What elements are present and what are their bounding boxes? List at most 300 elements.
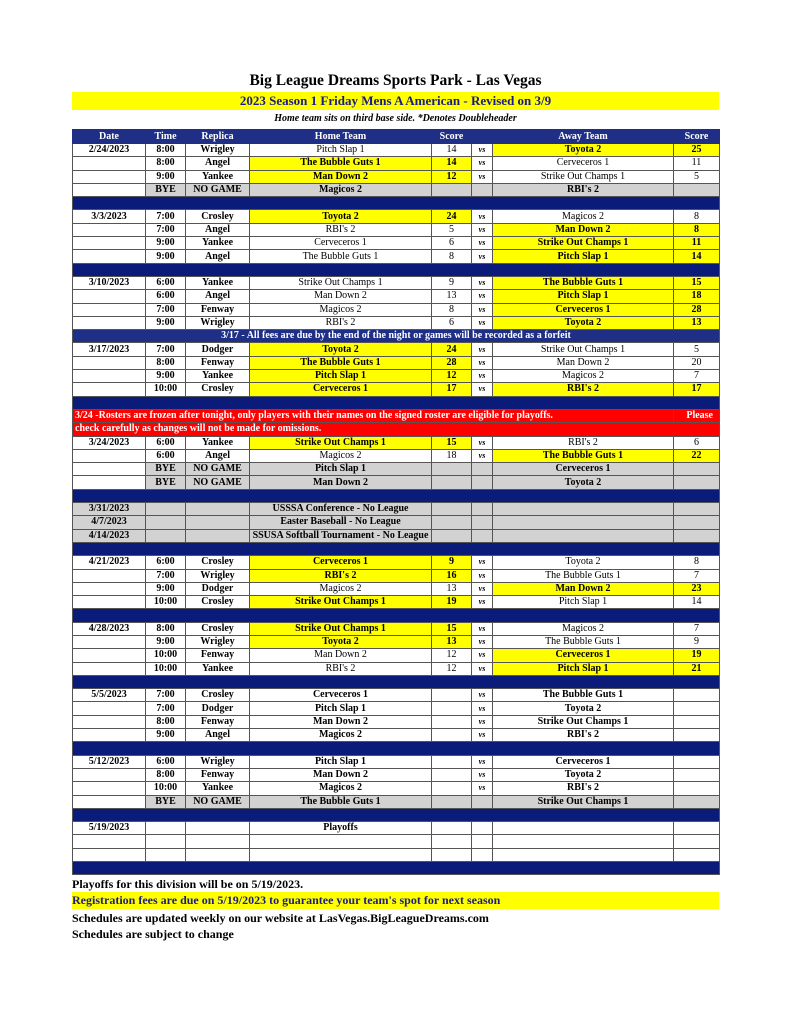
separator-cell	[73, 808, 720, 821]
time-cell: 7:00	[146, 702, 186, 715]
separator-cell	[73, 263, 720, 276]
game-row	[73, 622, 720, 635]
date-cell: 5/12/2023	[73, 755, 146, 768]
vs-cell: vs	[472, 689, 493, 702]
date-cell	[73, 157, 146, 170]
vs-cell: vs	[472, 157, 493, 170]
vs-cell: vs	[472, 729, 493, 742]
replica-cell: Fenway	[186, 715, 250, 728]
away-team-cell: Pitch Slap 1	[493, 250, 674, 263]
vs-cell: vs	[472, 290, 493, 303]
header-away-score: Score	[674, 130, 720, 144]
game-row	[73, 383, 720, 396]
change-note: Schedules are subject to change	[72, 927, 234, 941]
home-team-cell: The Bubble Guts 1	[250, 356, 432, 369]
game-row	[73, 649, 720, 662]
away-team-cell: Magicos 2	[493, 370, 674, 383]
away-score-cell: 5	[674, 343, 720, 356]
away-score-cell	[674, 503, 720, 516]
roster-notice: 3/24 -Rosters are frozen after tonight, only players with their names on the signed roster are eligible for playoffs.	[73, 409, 674, 422]
home-team-cell: Man Down 2	[250, 715, 432, 728]
vs-cell: vs	[472, 715, 493, 728]
roster-notice-tail: Please	[674, 409, 720, 422]
vs-cell: vs	[472, 702, 493, 715]
registration-note: Registration fees are due on 5/19/2023 to guarantee your team's spot for next season	[72, 892, 719, 909]
home-team-cell: Man Down 2	[250, 476, 432, 489]
home-score-cell: 13	[432, 635, 472, 648]
vs-cell: vs	[472, 569, 493, 582]
away-team-cell: Cerveceros 1	[493, 463, 674, 476]
away-score-cell: 7	[674, 569, 720, 582]
away-team-cell: Toyota 2	[493, 556, 674, 569]
replica-cell: Yankee	[186, 370, 250, 383]
game-row	[73, 250, 720, 263]
time-cell: BYE	[146, 476, 186, 489]
time-cell: 6:00	[146, 449, 186, 462]
vs-cell	[472, 795, 493, 808]
replica-cell: NO GAME	[186, 183, 250, 196]
home-team-cell: USSSA Conference - No League	[250, 503, 432, 516]
away-score-cell	[674, 529, 720, 542]
time-cell: 7:00	[146, 223, 186, 236]
home-score-cell	[432, 689, 472, 702]
separator-cell	[73, 197, 720, 210]
replica-cell: Angel	[186, 449, 250, 462]
replica-cell: Yankee	[186, 170, 250, 183]
home-score-cell	[432, 702, 472, 715]
game-row	[73, 702, 720, 715]
time-cell	[146, 516, 186, 529]
away-score-cell	[674, 755, 720, 768]
date-cell	[73, 635, 146, 648]
away-team-cell	[493, 516, 674, 529]
home-team-cell: Pitch Slap 1	[250, 144, 432, 157]
game-row	[73, 569, 720, 582]
time-cell: 8:00	[146, 157, 186, 170]
empty-cell	[186, 835, 250, 848]
away-team-cell: Pitch Slap 1	[493, 596, 674, 609]
replica-cell: Crosley	[186, 622, 250, 635]
separator-cell	[73, 489, 720, 502]
home-team-cell: Magicos 2	[250, 729, 432, 742]
away-score-cell: 13	[674, 316, 720, 329]
away-team-cell: RBI's 2	[493, 729, 674, 742]
home-team-cell: Toyota 2	[250, 343, 432, 356]
home-score-cell: 24	[432, 210, 472, 223]
empty-cell	[250, 848, 432, 861]
date-cell	[73, 782, 146, 795]
empty-cell	[146, 835, 186, 848]
header-vs	[472, 130, 493, 144]
date-cell: 3/17/2023	[73, 343, 146, 356]
away-score-cell: 15	[674, 276, 720, 289]
week-separator	[73, 609, 720, 622]
date-cell	[73, 223, 146, 236]
game-row	[73, 822, 720, 835]
vs-cell: vs	[472, 316, 493, 329]
away-team-cell: Man Down 2	[493, 582, 674, 595]
empty-cell	[432, 835, 472, 848]
time-cell	[146, 529, 186, 542]
home-team-cell: RBI's 2	[250, 223, 432, 236]
game-row	[73, 689, 720, 702]
home-score-cell: 5	[432, 223, 472, 236]
vs-cell: vs	[472, 383, 493, 396]
away-score-cell: 5	[674, 170, 720, 183]
replica-cell: Dodger	[186, 582, 250, 595]
away-score-cell: 7	[674, 622, 720, 635]
game-row	[73, 303, 720, 316]
replica-cell: Yankee	[186, 782, 250, 795]
date-cell	[73, 768, 146, 781]
away-score-cell: 11	[674, 237, 720, 250]
away-score-cell: 20	[674, 356, 720, 369]
home-score-cell	[432, 755, 472, 768]
week-separator	[73, 675, 720, 688]
away-score-cell: 14	[674, 596, 720, 609]
date-cell	[73, 795, 146, 808]
date-cell	[73, 170, 146, 183]
home-score-cell	[432, 516, 472, 529]
vs-cell: vs	[472, 223, 493, 236]
game-row	[73, 715, 720, 728]
away-score-cell: 18	[674, 290, 720, 303]
away-team-cell: Strike Out Champs 1	[493, 715, 674, 728]
home-score-cell: 14	[432, 157, 472, 170]
away-team-cell: Man Down 2	[493, 356, 674, 369]
time-cell: 10:00	[146, 662, 186, 675]
vs-cell: vs	[472, 596, 493, 609]
time-cell: 7:00	[146, 689, 186, 702]
home-score-cell: 12	[432, 170, 472, 183]
time-cell: 9:00	[146, 250, 186, 263]
away-team-cell: The Bubble Guts 1	[493, 635, 674, 648]
home-score-cell: 8	[432, 303, 472, 316]
away-team-cell: Cerveceros 1	[493, 755, 674, 768]
time-cell: 6:00	[146, 436, 186, 449]
home-score-cell: 9	[432, 556, 472, 569]
time-cell: 8:00	[146, 715, 186, 728]
replica-cell: Crosley	[186, 210, 250, 223]
vs-cell	[472, 529, 493, 542]
away-team-cell: RBI's 2	[493, 782, 674, 795]
away-team-cell: Toyota 2	[493, 702, 674, 715]
replica-cell	[186, 503, 250, 516]
game-row	[73, 662, 720, 675]
vs-cell	[472, 503, 493, 516]
vs-cell	[472, 822, 493, 835]
home-team-cell: Man Down 2	[250, 170, 432, 183]
game-row	[73, 503, 720, 516]
away-score-cell: 17	[674, 383, 720, 396]
game-row	[73, 449, 720, 462]
time-cell: 8:00	[146, 768, 186, 781]
away-score-cell	[674, 715, 720, 728]
empty-cell	[674, 835, 720, 848]
website-note: Schedules are updated weekly on our website at LasVegas.BigLeagueDreams.com	[72, 911, 489, 925]
home-score-cell	[432, 768, 472, 781]
date-cell: 3/10/2023	[73, 276, 146, 289]
home-score-cell: 12	[432, 370, 472, 383]
game-row	[73, 729, 720, 742]
time-cell: 6:00	[146, 290, 186, 303]
home-team-cell: Pitch Slap 1	[250, 755, 432, 768]
vs-cell: vs	[472, 237, 493, 250]
replica-cell: Wrigley	[186, 316, 250, 329]
home-score-cell: 13	[432, 582, 472, 595]
week-separator	[73, 862, 720, 875]
playoffs-note: Playoffs for this division will be on 5/19/2023.	[72, 877, 304, 891]
home-score-cell	[432, 729, 472, 742]
roster-notice-continued: check carefully as changes will not be made for omissions.	[73, 423, 720, 436]
away-team-cell: Toyota 2	[493, 768, 674, 781]
week-separator	[73, 808, 720, 821]
time-cell: 9:00	[146, 237, 186, 250]
away-team-cell: The Bubble Guts 1	[493, 449, 674, 462]
home-score-cell	[432, 795, 472, 808]
empty-cell	[73, 835, 146, 848]
game-row	[73, 356, 720, 369]
away-score-cell: 14	[674, 250, 720, 263]
home-team-cell: Magicos 2	[250, 582, 432, 595]
away-score-cell: 28	[674, 303, 720, 316]
week-separator	[73, 489, 720, 502]
vs-cell: vs	[472, 276, 493, 289]
time-cell: 9:00	[146, 635, 186, 648]
date-cell	[73, 596, 146, 609]
time-cell: 10:00	[146, 383, 186, 396]
away-score-cell	[674, 463, 720, 476]
date-cell: 4/14/2023	[73, 529, 146, 542]
date-cell	[73, 383, 146, 396]
replica-cell: Wrigley	[186, 755, 250, 768]
away-score-cell	[674, 516, 720, 529]
week-separator	[73, 396, 720, 409]
home-score-cell: 12	[432, 662, 472, 675]
date-cell	[73, 250, 146, 263]
home-score-cell: 19	[432, 596, 472, 609]
date-cell	[73, 662, 146, 675]
game-row	[73, 476, 720, 489]
home-team-cell: Cerveceros 1	[250, 556, 432, 569]
replica-cell: Yankee	[186, 276, 250, 289]
header-replica: Replica	[186, 130, 250, 144]
game-row	[73, 316, 720, 329]
date-cell: 5/19/2023	[73, 822, 146, 835]
game-row	[73, 237, 720, 250]
replica-cell: NO GAME	[186, 476, 250, 489]
home-team-cell: RBI's 2	[250, 569, 432, 582]
game-row	[73, 596, 720, 609]
away-team-cell	[493, 503, 674, 516]
away-score-cell	[674, 702, 720, 715]
date-cell	[73, 370, 146, 383]
game-row	[73, 290, 720, 303]
header-row	[73, 130, 720, 144]
time-cell: 10:00	[146, 649, 186, 662]
date-cell: 4/28/2023	[73, 622, 146, 635]
vs-cell: vs	[472, 250, 493, 263]
home-team-cell: Magicos 2	[250, 183, 432, 196]
home-team-cell: RBI's 2	[250, 662, 432, 675]
replica-cell: Dodger	[186, 343, 250, 356]
away-score-cell	[674, 768, 720, 781]
time-cell: BYE	[146, 463, 186, 476]
time-cell: 10:00	[146, 596, 186, 609]
date-cell	[73, 569, 146, 582]
home-score-cell	[432, 503, 472, 516]
time-cell: 7:00	[146, 343, 186, 356]
time-cell: 9:00	[146, 316, 186, 329]
game-row	[73, 144, 720, 157]
home-score-cell	[432, 529, 472, 542]
time-cell	[146, 822, 186, 835]
away-score-cell: 8	[674, 210, 720, 223]
date-cell: 2/24/2023	[73, 144, 146, 157]
away-team-cell: Toyota 2	[493, 316, 674, 329]
vs-cell: vs	[472, 170, 493, 183]
away-team-cell: Magicos 2	[493, 210, 674, 223]
away-team-cell: The Bubble Guts 1	[493, 569, 674, 582]
home-team-cell: Strike Out Champs 1	[250, 596, 432, 609]
away-score-cell: 25	[674, 144, 720, 157]
date-cell	[73, 237, 146, 250]
away-team-cell: Toyota 2	[493, 476, 674, 489]
time-cell	[146, 503, 186, 516]
time-cell: 6:00	[146, 556, 186, 569]
home-score-cell	[432, 715, 472, 728]
time-cell: 8:00	[146, 622, 186, 635]
home-team-cell: Strike Out Champs 1	[250, 276, 432, 289]
home-team-cell: Easter Baseball - No League	[250, 516, 432, 529]
home-team-cell: Pitch Slap 1	[250, 370, 432, 383]
game-row	[73, 529, 720, 542]
empty-cell	[432, 848, 472, 861]
home-team-cell: RBI's 2	[250, 316, 432, 329]
time-cell: 7:00	[146, 210, 186, 223]
vs-cell: vs	[472, 768, 493, 781]
away-score-cell	[674, 476, 720, 489]
home-team-cell: Strike Out Champs 1	[250, 622, 432, 635]
home-team-cell: Strike Out Champs 1	[250, 436, 432, 449]
vs-cell: vs	[472, 755, 493, 768]
home-score-cell: 17	[432, 383, 472, 396]
empty-cell	[674, 848, 720, 861]
date-cell: 3/31/2023	[73, 503, 146, 516]
vs-cell: vs	[472, 582, 493, 595]
notice-row	[73, 330, 720, 343]
home-score-cell: 6	[432, 237, 472, 250]
date-cell	[73, 183, 146, 196]
away-team-cell: Pitch Slap 1	[493, 662, 674, 675]
away-team-cell: Man Down 2	[493, 223, 674, 236]
empty-cell	[493, 835, 674, 848]
away-team-cell: The Bubble Guts 1	[493, 276, 674, 289]
date-cell	[73, 582, 146, 595]
schedule-body	[73, 144, 720, 875]
replica-cell: Fenway	[186, 356, 250, 369]
game-row	[73, 755, 720, 768]
home-score-cell: 6	[432, 316, 472, 329]
away-score-cell: 19	[674, 649, 720, 662]
replica-cell: Crosley	[186, 689, 250, 702]
replica-cell: Wrigley	[186, 635, 250, 648]
schedule-subtitle: 2023 Season 1 Friday Mens A American - Revised on 3/9	[72, 92, 719, 110]
replica-cell	[186, 529, 250, 542]
empty-cell	[472, 848, 493, 861]
replica-cell: NO GAME	[186, 463, 250, 476]
home-score-cell: 8	[432, 250, 472, 263]
home-team-cell: Toyota 2	[250, 210, 432, 223]
away-score-cell	[674, 689, 720, 702]
away-team-cell: Strike Out Champs 1	[493, 237, 674, 250]
page-title: Big League Dreams Sports Park - Las Vegas	[249, 72, 542, 89]
game-row	[73, 157, 720, 170]
home-team-cell: Cerveceros 1	[250, 383, 432, 396]
away-score-cell: 11	[674, 157, 720, 170]
away-score-cell	[674, 729, 720, 742]
empty-cell	[472, 835, 493, 848]
away-score-cell: 23	[674, 582, 720, 595]
time-cell: 9:00	[146, 370, 186, 383]
vs-cell: vs	[472, 370, 493, 383]
home-team-cell: The Bubble Guts 1	[250, 250, 432, 263]
away-team-cell: RBI's 2	[493, 383, 674, 396]
time-cell: 6:00	[146, 276, 186, 289]
home-team-cell: Magicos 2	[250, 449, 432, 462]
week-separator	[73, 263, 720, 276]
game-row	[73, 463, 720, 476]
home-score-cell	[432, 463, 472, 476]
home-team-cell: Magicos 2	[250, 782, 432, 795]
time-cell: 7:00	[146, 303, 186, 316]
separator-cell	[73, 609, 720, 622]
home-team-note: Home team sits on third base side. *Denotes Doubleheader	[274, 113, 517, 124]
replica-cell: Angel	[186, 250, 250, 263]
vs-cell	[472, 476, 493, 489]
home-team-cell: Man Down 2	[250, 290, 432, 303]
vs-cell: vs	[472, 210, 493, 223]
away-team-cell: RBI's 2	[493, 436, 674, 449]
separator-cell	[73, 862, 720, 875]
replica-cell: Angel	[186, 290, 250, 303]
header-away-team: Away Team	[493, 130, 674, 144]
vs-cell: vs	[472, 662, 493, 675]
vs-cell: vs	[472, 635, 493, 648]
home-team-cell: The Bubble Guts 1	[250, 795, 432, 808]
home-score-cell: 18	[432, 449, 472, 462]
away-team-cell: Pitch Slap 1	[493, 290, 674, 303]
vs-cell: vs	[472, 343, 493, 356]
home-team-cell: Man Down 2	[250, 649, 432, 662]
away-score-cell: 22	[674, 449, 720, 462]
time-cell: 8:00	[146, 356, 186, 369]
replica-cell	[186, 516, 250, 529]
home-score-cell: 9	[432, 276, 472, 289]
time-cell: 10:00	[146, 782, 186, 795]
replica-cell: Angel	[186, 157, 250, 170]
home-score-cell: 14	[432, 144, 472, 157]
empty-row	[73, 835, 720, 848]
time-cell: 8:00	[146, 144, 186, 157]
home-team-cell: Toyota 2	[250, 635, 432, 648]
away-team-cell: The Bubble Guts 1	[493, 689, 674, 702]
separator-cell	[73, 675, 720, 688]
vs-cell: vs	[472, 622, 493, 635]
home-score-cell	[432, 782, 472, 795]
vs-cell: vs	[472, 303, 493, 316]
home-team-cell: Pitch Slap 1	[250, 463, 432, 476]
